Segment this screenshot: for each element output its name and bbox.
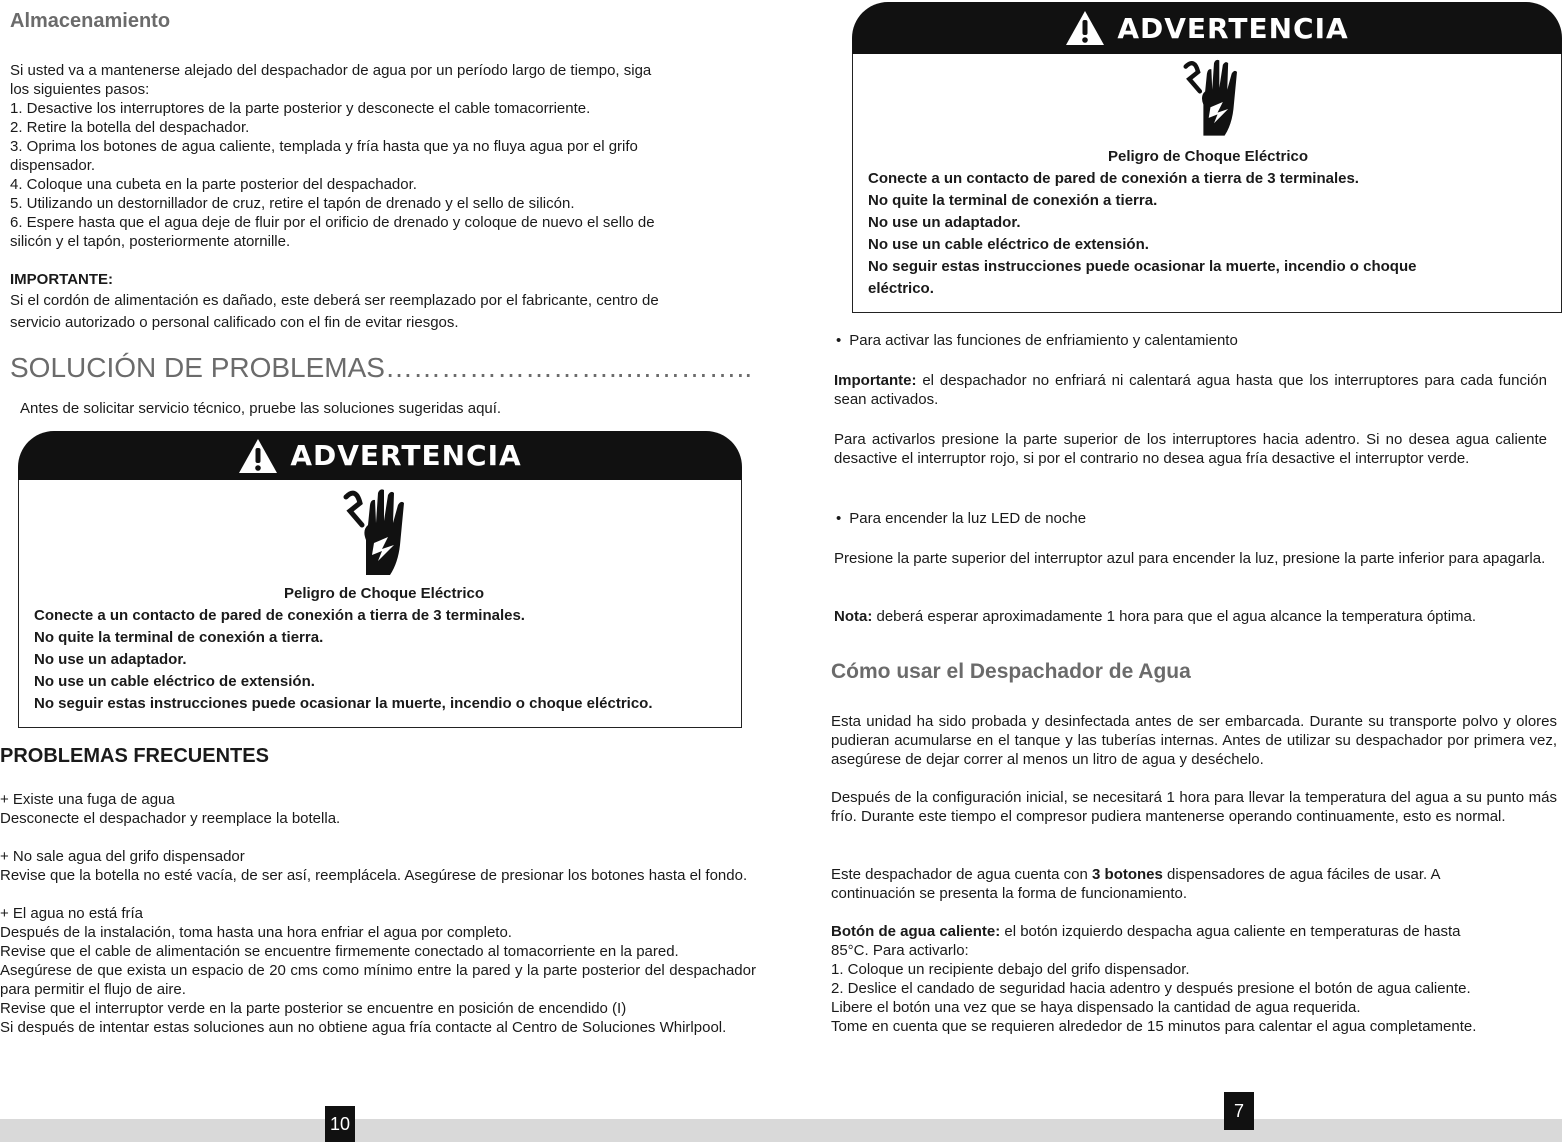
problem-answer: Revise que el cable de alimentación se encuentre firmemente conectado al tomacorriente en la pared. [0,943,679,960]
storage-step: 2. Retire la botella del despachador. [10,119,250,136]
problem-answer: Revise que la botella no esté vacía, de ser así, reemplácela. Asegúrese de presionar los botones hasta el fondo. [0,867,748,884]
page-number-right: 7 [1224,1092,1254,1130]
important-text: el despachador no enfriará ni calentará agua hasta que los interruptores para cada función sean activados. [834,372,1547,408]
hot-water-text: el botón izquierdo despacha agua caliente en temperaturas de hasta [1000,923,1461,940]
hot-water-line: Tome en cuenta que se requieren alrededor de 15 minutos para calentar el agua completamente. [831,1018,1477,1035]
important-line: servicio autorizado o personal calificado con el fin de evitar riesgos. [10,314,459,331]
warning-line: Conecte a un contacto de pared de conexión a tierra de 3 terminales. [34,607,525,624]
warning-line: No use un cable eléctrico de extensión. [34,673,315,690]
storage-intro-line: Si usted va a mantenerse alejado del despachador de agua por un período largo de tiempo, siga [10,62,652,79]
problem-question: + Existe una fuga de agua [0,791,175,808]
warning-line: No quite la terminal de conexión a tierra. [868,192,1158,209]
storage-step: 1. Desactive los interruptores de la parte posterior y desconecte el cable tomacorriente. [10,100,591,117]
activate-paragraph: Para activarlos presione la parte superior de los interruptores hacia adentro. Si no desea agua caliente desactive el interruptor rojo, si por el contrario no desea agua fría desactive el interruptor verde. [834,431,1547,467]
electric-shock-hand-icon [338,485,418,580]
note-text: deberá esperar aproximadamente 1 hora para que el agua alcance la temperatura óptima. [872,608,1477,625]
warning-text [868,146,1548,300]
hot-water-section [831,922,1557,1036]
howto-text: Este despachador de agua cuenta con [831,866,1093,883]
important-text [10,290,760,334]
note-paragraph [834,607,1547,626]
warning-line: No use un cable eléctrico de extensión. [868,236,1149,253]
hot-water-line: 2. Deslice el candado de seguridad hacia adentro y después presione el botón de agua caliente. [831,980,1471,997]
problems-list [0,790,756,1037]
warning-line: No use un adaptador. [34,651,187,668]
important-paragraph [834,371,1547,409]
frequent-title: PROBLEMAS FRECUENTES [0,745,269,767]
storage-step: dispensador. [10,157,96,174]
troubleshoot-intro: Antes de solicitar servicio técnico, pruebe las soluciones sugeridas aquí. [20,400,502,417]
howto-text: dispensadores de agua fáciles de usar. A [1162,866,1441,883]
page-footer-bar [0,1119,1562,1142]
problem-answer: Asegúrese de que exista un espacio de 20 cms como mínimo entre la pared y la parte posterior del despachador para permitir el flujo de aire. [0,962,756,998]
storage-step: 3. Oprima los botones de agua caliente, templada y fría hasta que ya no fluya agua por el grifo [10,138,638,155]
bullet-led: • Para encender la luz LED de noche [836,509,1086,528]
warning-line: eléctrico. [868,280,934,297]
problem-question: + El agua no está fría [0,905,144,922]
important-label: Importante: [834,372,917,389]
storage-section [10,61,750,251]
warning-line: No quite la terminal de conexión a tierra. [34,629,324,646]
storage-step: silicón y el tapón, posteriormente atornille. [10,233,291,250]
howto-paragraph-1: Esta unidad ha sido probada y desinfectada antes de ser embarcada. Durante su transporte polvo y olores pudieran acumularse en el tanque y las tuberías internas. Antes de utilizar su despachador por primera vez, asegúrese de dejar correr al menos un litro de agua y deséchelo. [831,713,1557,768]
troubleshoot-title: SOLUCIÓN DE PROBLEMAS……………………..………….. [10,352,753,383]
hot-water-label: Botón de agua caliente: [831,923,1001,940]
hot-water-line [831,922,1557,941]
howto-line [831,865,1557,884]
electric-shock-hand-icon [1176,56,1252,140]
warning-triangle-icon [1065,10,1105,46]
warning-triangle-icon [238,438,278,474]
warning-hazard: Peligro de Choque Eléctrico [283,585,485,602]
hot-water-line: 85°C. Para activarlo: [831,942,969,959]
warning-text [34,583,734,715]
warning-header [18,431,742,480]
warning-line: Conecte a un contacto de pared de conexión a tierra de 3 terminales. [868,170,1359,187]
important-line: Si el cordón de alimentación es dañado, este deberá ser reemplazado por el fabricante, centro de [10,292,659,309]
howto-paragraph-2: Después de la configuración inicial, se necesitará 1 hora para llevar la temperatura del agua a su punto más frío. Durante este tiempo el compresor pudiera mantenerse operando continuamente, esto es normal. [831,789,1557,825]
storage-intro-line: los siguientes pasos: [10,81,150,98]
warning-line: No seguir estas instrucciones puede ocasionar la muerte, incendio o choque [868,258,1417,275]
howto-line: continuación se presenta la forma de funcionamiento. [831,885,1188,902]
page-number-left: 10 [325,1106,355,1142]
warning-header [852,2,1562,54]
warning-title: ADVERTENCIA [1117,11,1349,45]
hot-water-line: Libere el botón una vez que se haya dispensado la cantidad de agua requerida. [831,999,1361,1016]
hot-water-line: 1. Coloque un recipiente debajo del grifo dispensador. [831,961,1190,978]
warning-line: No use un adaptador. [868,214,1021,231]
note-label: Nota: [834,608,873,625]
important-label: IMPORTANTE: [10,271,114,288]
led-paragraph: Presione la parte superior del interruptor azul para encender la luz, presione la parte inferior para apagarla. [834,550,1546,567]
howto-paragraph-3 [831,865,1557,903]
problem-answer: Revise que el interruptor verde en la parte posterior se encuentre en posición de encendido (I) [0,1000,627,1017]
storage-step: 4. Coloque una cubeta en la parte posterior del despachador. [10,176,417,193]
warning-line: No seguir estas instrucciones puede ocasionar la muerte, incendio o choque eléctrico. [34,695,653,712]
warning-hazard: Peligro de Choque Eléctrico [1107,148,1309,165]
howto-title: Cómo usar el Despachador de Agua [831,660,1191,683]
storage-step: 6. Espere hasta que el agua deje de fluir por el orificio de drenado y coloque de nuevo el sello de [10,214,655,231]
problem-answer: Desconecte el despachador y reemplace la botella. [0,810,341,827]
storage-step: 5. Utilizando un destornillador de cruz, retire el tapón de drenado y el sello de silicón. [10,195,575,212]
storage-title: Almacenamiento [10,10,171,32]
problem-answer: Si después de intentar estas soluciones aun no obtiene agua fría contacte al Centro de Soluciones Whirlpool. [0,1019,727,1036]
problem-answer: Después de la instalación, toma hasta una hora enfriar el agua por completo. [0,924,512,941]
howto-buttons-count: 3 botones [1092,866,1163,883]
warning-title: ADVERTENCIA [290,439,522,472]
bullet-cooling-heating: • Para activar las funciones de enfriamiento y calentamiento [836,331,1238,350]
problem-question: + No sale agua del grifo dispensador [0,848,245,865]
